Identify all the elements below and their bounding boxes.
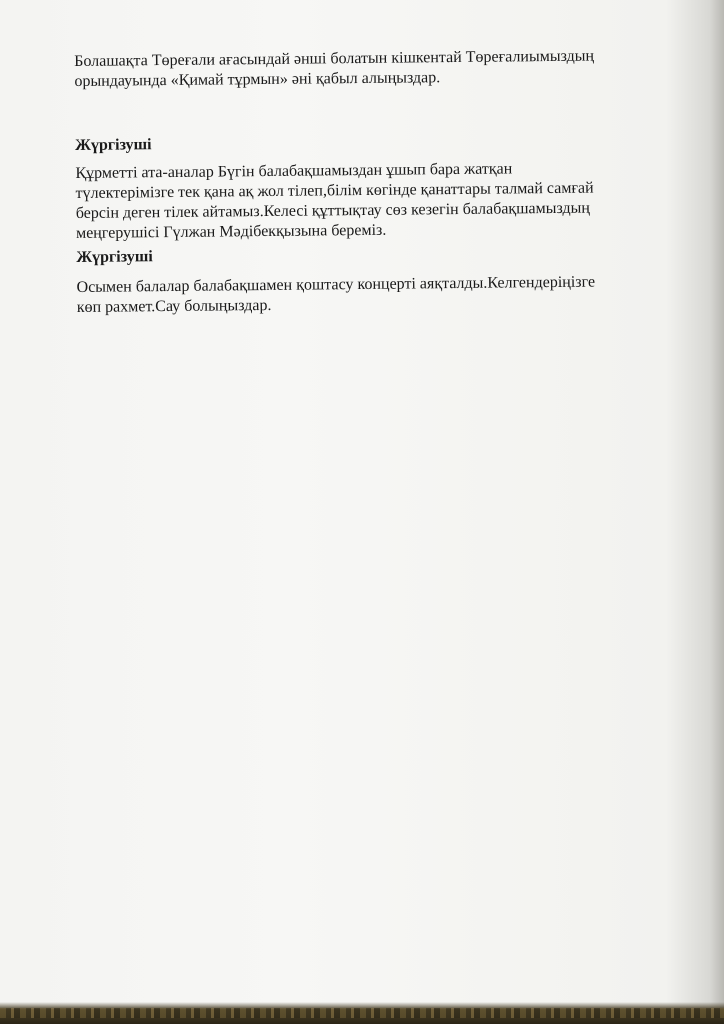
text-line: Осымен балалар балабақшамен қоштасу концерті аяқталды.Келгендеріңізге xyxy=(76,273,596,296)
text-line: меңгерушісі Гүлжан Мәдібекқызына береміз. xyxy=(75,221,387,242)
heading-presenter: Жүргізуші xyxy=(76,248,153,266)
paragraph-song-announcement xyxy=(74,46,646,92)
text-line: берсін деген тілек айтамыз.Келесі құттықтау сөз кезегін балабақшамыздың xyxy=(75,199,591,222)
text-line: көп рахмет.Сау болыңыздар. xyxy=(76,296,272,316)
text-line: Құрметті ата-аналар Бүгін балабақшамыздан ұшып бара жатқан xyxy=(75,160,513,182)
text-line: Болашақта Төреғали ағасындай әнші болатын кішкентай Төреғалиымыздың xyxy=(74,47,595,70)
heading-presenter: Жүргізуші xyxy=(75,136,152,154)
document-body xyxy=(74,34,649,318)
text-line: орындауында «Қимай тұрмын» әні қабыл алыңыздар. xyxy=(74,69,441,90)
scan-bottom-edge xyxy=(0,1002,724,1024)
text-line: түлектерімізге тек қана ақ жол тілеп,білім көгінде қанаттары талмай самғай xyxy=(75,179,594,202)
paragraph-closing xyxy=(76,272,648,318)
paragraph-farewell-wishes xyxy=(75,158,648,244)
